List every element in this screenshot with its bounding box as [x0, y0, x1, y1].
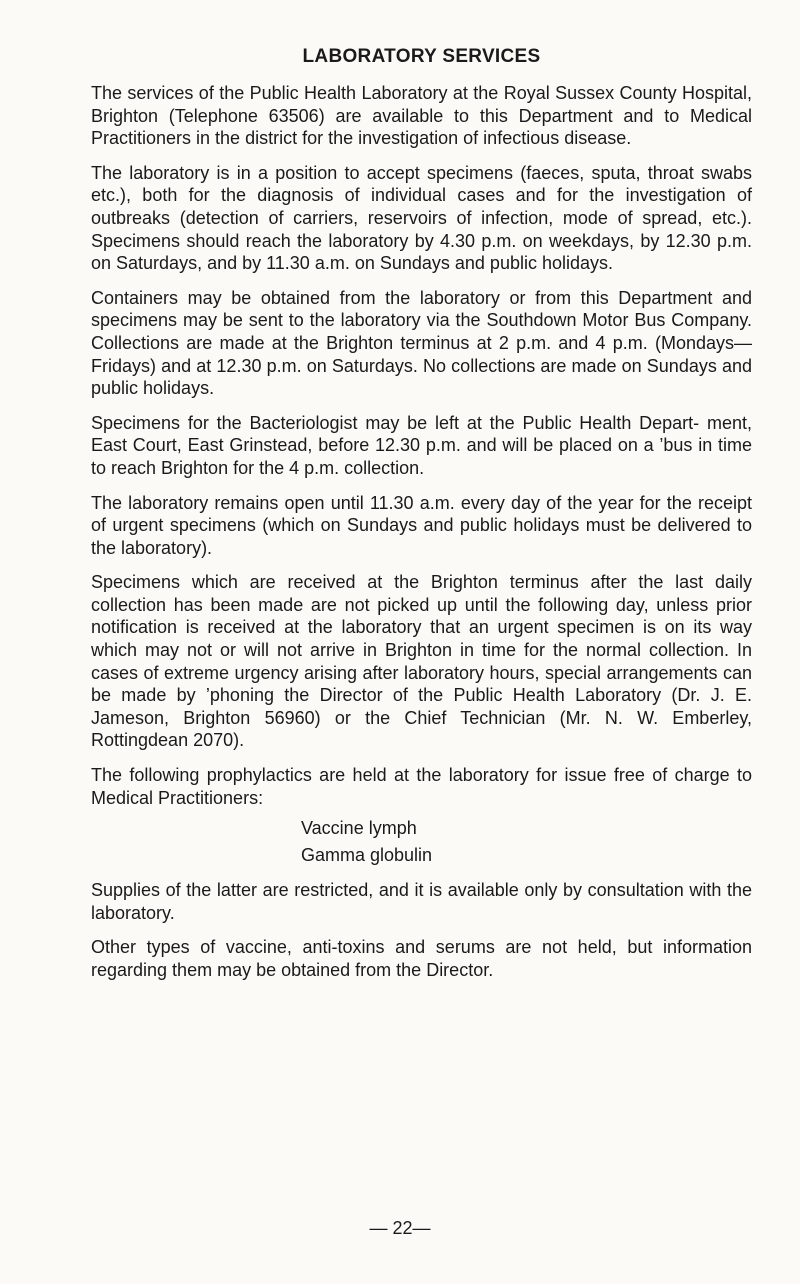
list-item: Gamma globulin	[301, 845, 433, 866]
paragraph-prophylactics-intro: The following prophylactics are held at the laboratory for issue free of charge to Medical Practitioners:	[91, 765, 752, 808]
paragraph-services: The services of the Public Health Laboratory at the Royal Sussex County Hospital, Brighton (Telephone 63506) are available to this Department and to Medical Practitioners in the district for the investigation of infectious disease.	[91, 83, 752, 149]
paragraph-other-types: Other types of vaccine, anti-toxins and serums are not held, but information regarding them may be obtained from the Director.	[91, 937, 752, 980]
paragraph-specimens: The laboratory is in a position to accept specimens (faeces, sputa, throat swabs etc.), both for the diagnosis of individual cases and for the investigation of outbreaks (detection of carriers, reservoirs of infection, mode of spread, etc.). Specimens should reach the laboratory by 4.30 p.m. on weekdays, by 12.30 p.m. on Saturdays, and by 11.30 a.m. on Sundays and public holidays.	[91, 162, 752, 274]
page-number: — 22—	[369, 1218, 431, 1238]
document-page	[91, 44, 752, 994]
paragraph-containers: Containers may be obtained from the laboratory or from this Department and specimens may be sent to the laboratory via the Southdown Motor Bus Company. Collections are made at the Brighton terminus at 2 p.m. and 4 p.m. (Mondays—Fridays) and at 12.30 p.m. on Saturdays. No collections are made on Sundays and public holidays.	[91, 287, 752, 399]
paragraph-urgent: Specimens which are received at the Brighton terminus after the last daily collection has been made are not picked up until the following day, unless prior notification is received at the laboratory that an urgent specimen is on its way which may not or will not arrive in Brighton in time for the normal collection. In cases of extreme urgency arising after laboratory hours, special arrangements can be made by ’phoning the Director of the Public Health Laboratory (Dr. J. E. Jameson, Brighton 56960) or the Chief Technician (Mr. N. W. Emberley, Rottingdean 2070).	[91, 572, 752, 751]
page-heading: LABORATORY SERVICES	[302, 46, 541, 67]
prophylactics-list	[301, 815, 752, 869]
list-item: Vaccine lymph	[301, 818, 417, 839]
paragraph-bacteriologist: Specimens for the Bacteriologist may be left at the Public Health Depart- ment, East Court, East Grinstead, before 12.30 p.m. and will be placed on a ’bus in time to reach Brighton for the 4 p.m. collection.	[91, 412, 752, 478]
paragraph-supplies: Supplies of the latter are restricted, and it is available only by consultation with the laboratory.	[91, 880, 752, 923]
paragraph-opening-hours: The laboratory remains open until 11.30 a.m. every day of the year for the receipt of urgent specimens (which on Sundays and public holidays must be delivered to the laboratory).	[91, 492, 752, 558]
